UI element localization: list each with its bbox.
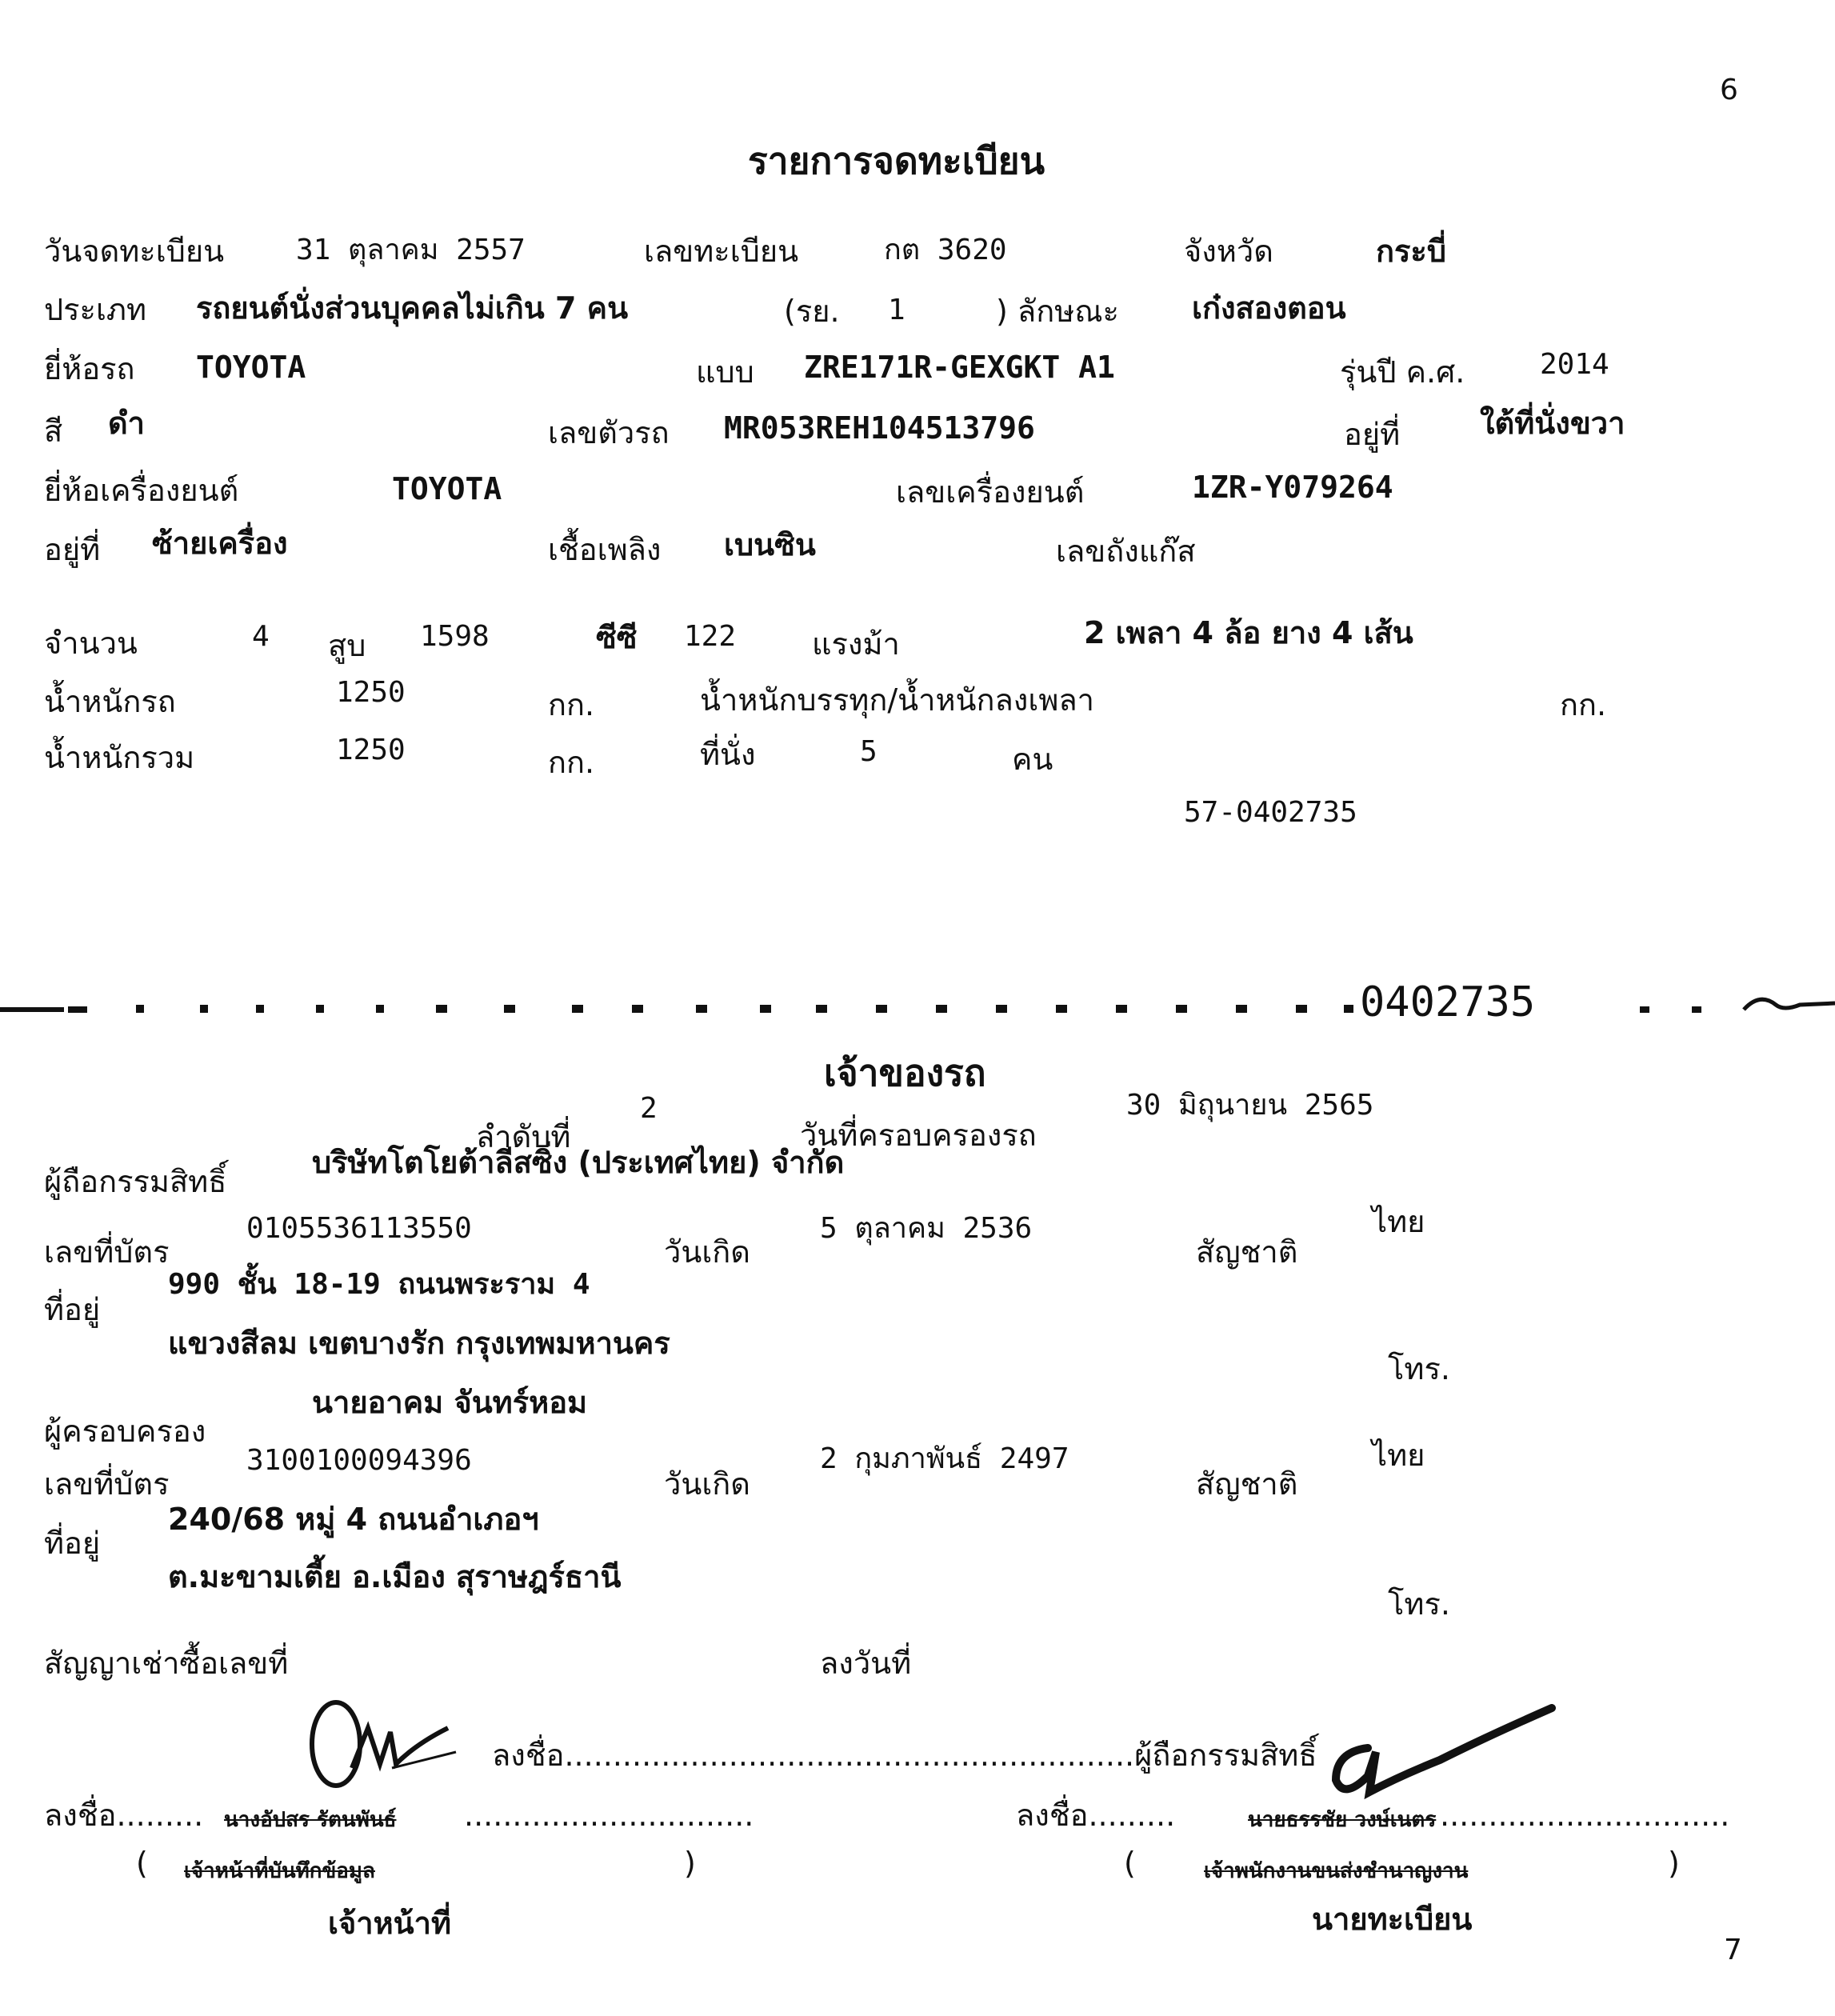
holder-id: 3100100094396	[246, 1444, 472, 1477]
registrar-signature	[1280, 1704, 1568, 1808]
registrar-sign-label: ลงชื่อ.........	[1016, 1798, 1176, 1833]
owner-address-line2: แขวงสีลม เขตบางรัก กรุงเทพมหานคร	[168, 1326, 670, 1361]
holder-address-line1: 240/68 หมู่ 4 ถนนอำเภอฯ	[168, 1502, 539, 1537]
load-weight-unit: กก.	[1560, 687, 1607, 722]
registrar-role: นายทะเบียน	[1312, 1902, 1473, 1937]
officer-title: เจ้าหน้าที่บันทึกข้อมูล	[184, 1859, 375, 1883]
weight-unit: กก.	[548, 687, 595, 722]
engine-cc: 1598	[420, 620, 490, 653]
reg-no-label: เลขทะเบียน	[644, 234, 799, 269]
officer-paren-open: (	[136, 1846, 148, 1881]
holder-nationality-label: สัญชาติ	[1196, 1466, 1298, 1502]
seats: 5	[860, 735, 878, 768]
document-number: 57-0402735	[1184, 796, 1357, 829]
page-number-bottom: 7	[1724, 1934, 1742, 1966]
chassis-label: เลขตัวรถ	[548, 415, 670, 450]
officer-role: เจ้าหน้าที่	[328, 1906, 452, 1941]
owner-id-label: เลขที่บัตร	[44, 1234, 170, 1270]
chassis-location-label: อยู่ที่	[1344, 417, 1401, 452]
horsepower: 122	[684, 620, 737, 653]
total-weight: 1250	[336, 734, 406, 766]
holder-tel-label: โทร.	[1388, 1586, 1450, 1622]
registration-title: รายการจดทะเบียน	[748, 139, 1045, 182]
holder-birth-label: วันเกิด	[664, 1466, 750, 1502]
hire-purchase-date-label: ลงวันที่	[820, 1646, 912, 1681]
count-label: จำนวน	[44, 626, 138, 661]
officer-name: นางอัปสร รัตนพันธ์	[224, 1808, 397, 1832]
cylinders-label: สูบ	[328, 628, 366, 663]
owner-nationality: ไทย	[1372, 1204, 1425, 1239]
owner-nationality-label: สัญชาติ	[1196, 1234, 1298, 1270]
owner-address-line1: 990 ชั้น 18-19 ถนนพระราม 4	[168, 1268, 590, 1301]
owner-section-title: เจ้าของรถ	[824, 1051, 986, 1094]
owner-order-label: ลำดับที่	[476, 1119, 571, 1154]
owner-name: บริษัทโตโยต้าลีสซิ่ง (ประเทศไทย) จำกัด	[312, 1145, 845, 1180]
model-label: แบบ	[696, 354, 754, 390]
registrar-paren-open: (	[1124, 1846, 1136, 1881]
registrar-paren-close: )	[1668, 1846, 1680, 1881]
year-label: รุ่นปี ค.ศ.	[1340, 354, 1465, 390]
province-label: จังหวัด	[1184, 234, 1273, 269]
gas-tank-label: เลขถังแก๊ส	[1056, 534, 1196, 569]
owner-birth-label: วันเกิด	[664, 1234, 750, 1270]
page-number-top: 6	[1720, 74, 1738, 106]
reg-no: กต 3620	[884, 234, 1007, 266]
owner-order: 2	[640, 1092, 658, 1125]
engine-number: 1ZR-Y079264	[1192, 470, 1393, 505]
engine-location: ซ้ายเครื่อง	[152, 526, 288, 561]
registrar-sign-dots: ..............................	[1440, 1798, 1730, 1833]
officer-sign-label: ลงชื่อ.........	[44, 1798, 204, 1833]
cc-label: ซีซี	[596, 620, 638, 655]
holder-nationality: ไทย	[1372, 1438, 1425, 1473]
possession-date-label: วันที่ครอบครองรถ	[800, 1118, 1037, 1153]
holder-id-label: เลขที่บัตร	[44, 1466, 170, 1502]
engine-location-label: อยู่ที่	[44, 532, 101, 567]
seats-label: ที่นั่ง	[700, 737, 756, 772]
cylinders: 4	[252, 620, 270, 653]
chassis-number: MR053REH104513796	[724, 410, 1035, 446]
owner-address-label: ที่อยู่	[44, 1292, 101, 1327]
axle-wheels: 2 เพลา 4 ล้อ ยาง 4 เส้น	[1084, 615, 1413, 650]
vehicle-type: รถยนต์นั่งส่วนบุคคลไม่เกิน 7 คน	[196, 290, 629, 326]
holder-address-label: ที่อยู่	[44, 1526, 101, 1561]
owner-tel-label: โทร.	[1388, 1351, 1450, 1386]
total-weight-unit: กก.	[548, 745, 595, 780]
ry-label: (รย.	[784, 294, 840, 329]
chassis-location: ใต้ที่นั่งขวา	[1480, 406, 1625, 441]
province: กระบี่	[1376, 234, 1446, 269]
body-style-label: ) ลักษณะ	[996, 294, 1119, 329]
fuel-type: เบนซิน	[724, 527, 816, 562]
horsepower-label: แรงม้า	[812, 626, 900, 662]
color-label: สี	[44, 414, 63, 449]
officer-paren-close: )	[684, 1846, 696, 1881]
possession-date: 30 มิถุนายน 2565	[1126, 1089, 1374, 1122]
engine-brand: TOYOTA	[392, 471, 502, 506]
type-label: ประเภท	[44, 292, 147, 327]
owner-birth: 5 ตุลาคม 2536	[820, 1212, 1033, 1245]
model-year: 2014	[1540, 348, 1609, 381]
persons-label: คน	[1012, 742, 1053, 777]
engine-no-label: เลขเครื่องยนต์	[896, 474, 1085, 510]
vehicle-color: ดำ	[108, 406, 146, 441]
model: ZRE171R-GEXGKT A1	[804, 350, 1115, 385]
reg-date: 31 ตุลาคม 2557	[296, 234, 526, 266]
engine-brand-label: ยี่ห้อเครื่องยนต์	[44, 473, 239, 508]
owner-label: ผู้ถือกรรมสิทธิ์	[44, 1164, 227, 1199]
holder-address-line2: ต.มะขามเตี้ย อ.เมือง สุราษฎร์ธานี	[168, 1559, 622, 1594]
owner-id: 0105536113550	[246, 1212, 472, 1245]
holder-birth: 2 กุมภาพันธ์ 2497	[820, 1442, 1069, 1475]
vehicle-weight: 1250	[336, 676, 406, 709]
weight-label: น้ำหนักรถ	[44, 684, 176, 719]
officer-signature	[296, 1696, 496, 1792]
load-weight-label: น้ำหนักบรรทุก/น้ำหนักลงเพลา	[700, 682, 1094, 718]
owner-sign-line: ลงชื่อ...........................................................ผู้ถือกรรมสิทธิ์	[492, 1738, 1317, 1773]
registrar-name: นายธรรชัย วงษ์เนตร	[1248, 1808, 1437, 1832]
hire-purchase-label: สัญญาเช่าซื้อเลขที่	[44, 1646, 289, 1681]
fuel-label: เชื้อเพลิง	[548, 532, 662, 567]
section-separator	[0, 984, 1835, 1032]
ry-number: 1	[888, 294, 906, 326]
registrar-title: เจ้าพนักงานขนส่งชำนาญงาน	[1204, 1859, 1469, 1883]
brand: TOYOTA	[196, 350, 306, 385]
holder-label: ผู้ครอบครอง	[44, 1414, 206, 1449]
reg-date-label: วันจดทะเบียน	[44, 234, 225, 269]
separator-stamp: 0402735	[1360, 984, 1536, 1026]
brand-label: ยี่ห้อรถ	[44, 351, 135, 386]
body-style: เก๋งสองตอน	[1192, 290, 1346, 326]
officer-sign-dots: ..............................	[464, 1798, 754, 1833]
holder-name: นายอาคม จันทร์หอม	[312, 1385, 588, 1420]
total-weight-label: น้ำหนักรวม	[44, 740, 195, 775]
